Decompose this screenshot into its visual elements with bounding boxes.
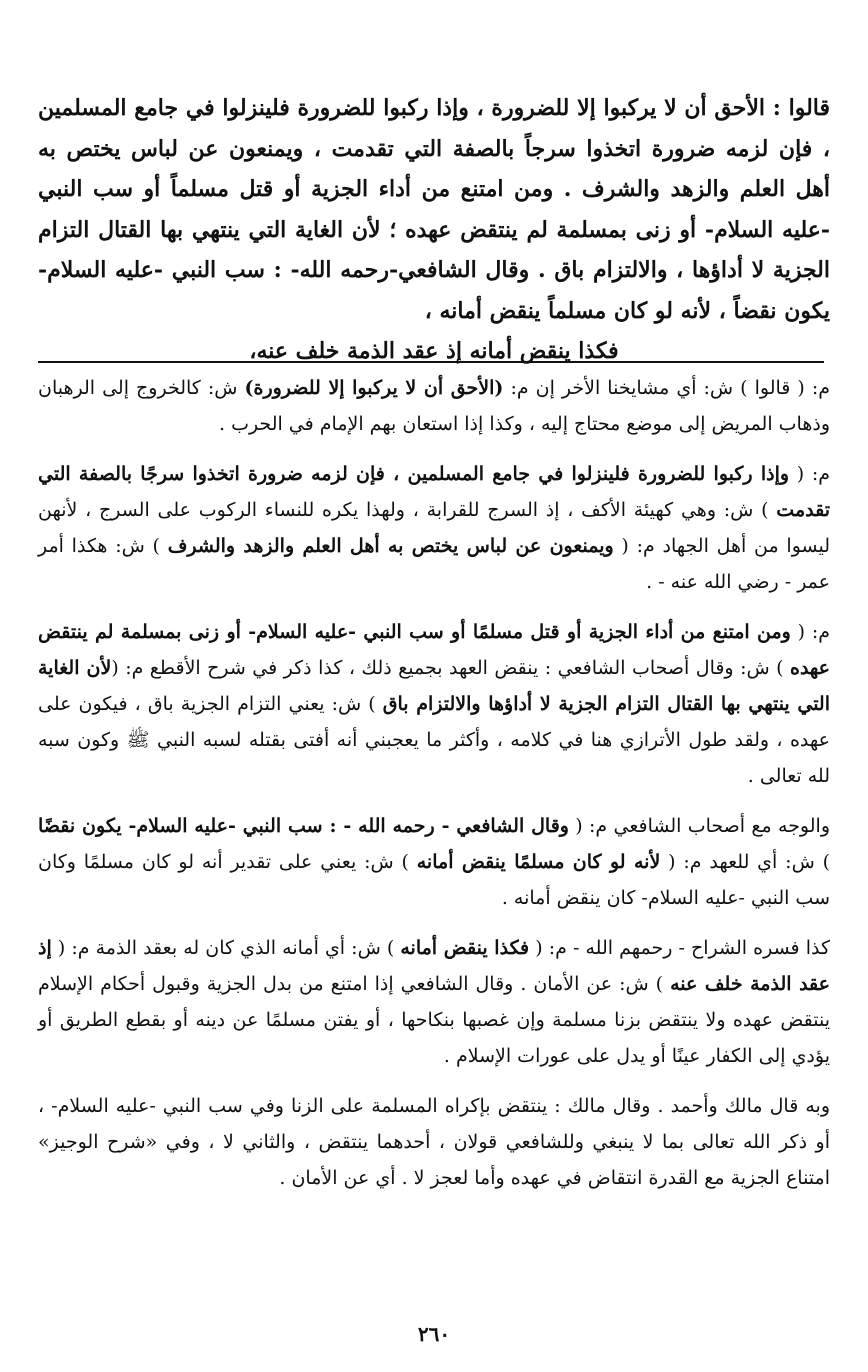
- quoted-matn: لأن الغاية التي ينتهي بها القتال التزام الجزية لا أداؤها والالتزام باق: [38, 657, 830, 715]
- commentary-text: ش: كالخروج إلى الرهبان وذهاب المريض إلى موضع محتاج إليه ، وكذا إذا استعان بهم الإمام في الحرب .: [38, 377, 830, 435]
- commentary-text: ) ش: عن الأمان . وقال الشافعي إذا امتنع من بدل الجزية وقبول أحكام الإسلام ينتقض عهده ولا ينتقض بزنا مسلمة وإن غصبها بنكاحها ، أو يفتن مسلمًا عن دينه أو بقطع الطريق أو يؤدي إلى الكفار عينًا أو يدل على عورات الإسلام .: [38, 973, 830, 1067]
- quoted-matn: فكذا ينقض أمانه: [400, 937, 530, 959]
- commentary: [38, 370, 830, 1210]
- page-number: ٢٦٠: [417, 1322, 451, 1346]
- quoted-matn: وقال الشافعي - رحمه الله - : سب النبي -عليه السلام- يكون نقضًا: [38, 815, 569, 837]
- commentary-paragraph: [38, 614, 830, 794]
- commentary-text: وبه قال مالك وأحمد . وقال مالك : ينتقض بإكراه المسلمة على الزنا وفي سب النبي -عليه السلام- ، أو ذكر الله تعالى بما لا ينبغي وللشافعي قولان ، أحدهما ينتقض ، والثاني لا ، وفي «شرح الوجيز» امتناع الجزية مع القدرة انتقاض في عهده وأما لعجز لا . أي عن الأمان .: [38, 1095, 830, 1189]
- commentary-text: ) ش: يعني على تقدير أنه لو كان مسلمًا وكان سب النبي -عليه السلام- كان ينقض أمانه .: [38, 851, 830, 909]
- commentary-text: ) ش: وهي كهيئة الأكف ، إذ السرج للقرابة ، ولهذا يكره للنساء الركوب على السرج ، لأنهن ليسوا من أهل الجهاد م: (: [38, 499, 830, 557]
- quoted-matn: ومن امتنع من أداء الجزية أو قتل مسلمًا أو سب النبي -عليه السلام- أو زنى بمسلمة لم ينتقض عهده: [38, 621, 831, 679]
- commentary-text: ) ش: هكذا أمر عمر - رضي الله عنه - .: [38, 535, 830, 593]
- commentary-text: ) ش: أي أمانه الذي كان له بعقد الذمة م: (: [51, 937, 401, 959]
- commentary-paragraph: [38, 1088, 830, 1196]
- main-text: [38, 88, 830, 372]
- commentary-text: والوجه مع أصحاب الشافعي م: (: [568, 815, 830, 837]
- commentary-text: م: (: [789, 463, 830, 485]
- quoted-matn: لأنه لو كان مسلمًا ينقض أمانه: [416, 851, 661, 873]
- commentary-paragraph: [38, 930, 830, 1074]
- commentary-text: ) ش: أي للعهد م: (: [660, 851, 831, 873]
- commentary-text: ) ش: يعني التزام الجزية باق ، فيكون على عهده ، ولقد طول الأترازي هنا في كلامه ، وأكثر ما يعجبني أنه أفتى بقتله لسبه النبي ﷺ وكون سبه لله تعالى .: [38, 693, 830, 787]
- commentary-text: كذا فسره الشراح - رحمهم الله - م: (: [529, 937, 830, 959]
- commentary-text: م: (: [790, 621, 830, 643]
- quoted-matn: إذ عقد الذمة خلف عنه: [38, 937, 830, 995]
- divider-line: [38, 361, 824, 363]
- commentary-text: م: ( قالوا ) ش: أي مشايخنا الأخر إن م:: [503, 377, 830, 399]
- quoted-matn: (الأحق أن لا يركبوا إلا للضرورة): [244, 377, 504, 399]
- main-text-body: قالوا : الأحق أن لا يركبوا إلا للضرورة ، وإذا ركبوا للضرورة فلينزلوا في جامع المسلمين ، فإن لزمه ضرورة اتخذوا سرجاً بالصفة التي تقدمت ، ويمنعون عن لباس يختص به أهل العلم والزهد والشرف . ومن امتنع من أداء الجزية أو قتل مسلماً أو سب النبي -عليه السلام- أو زنى بمسلمة لم ينتقض عهده ؛ لأن الغاية التي ينتهي بها القتال التزام الجزية لا أداؤها ، والالتزام باق . وقال الشافعي-رحمه الله- : سب النبي -عليه السلام- يكون نقضاً ، لأنه لو كان مسلماً ينقض أمانه ،: [38, 95, 830, 324]
- quoted-matn: وإذا ركبوا للضرورة فلينزلوا في جامع المسلمين ، فإن لزمه ضرورة اتخذوا سرجًا بالصفة التي تقدمت: [38, 463, 830, 521]
- commentary-paragraph: [38, 370, 830, 442]
- quoted-matn: ويمنعون عن لباس يختص به أهل العلم والزهد والشرف: [167, 535, 614, 557]
- main-text-last-line: فكذا ينقض أمانه إذ عقد الذمة خلف عنه،: [249, 338, 619, 364]
- commentary-text: ) ش: وقال أصحاب الشافعي : ينقض العهد بجميع ذلك ، كذا ذكر في شرح الأقطع م: (: [111, 657, 790, 679]
- commentary-paragraph: [38, 456, 830, 600]
- commentary-paragraph: [38, 808, 830, 916]
